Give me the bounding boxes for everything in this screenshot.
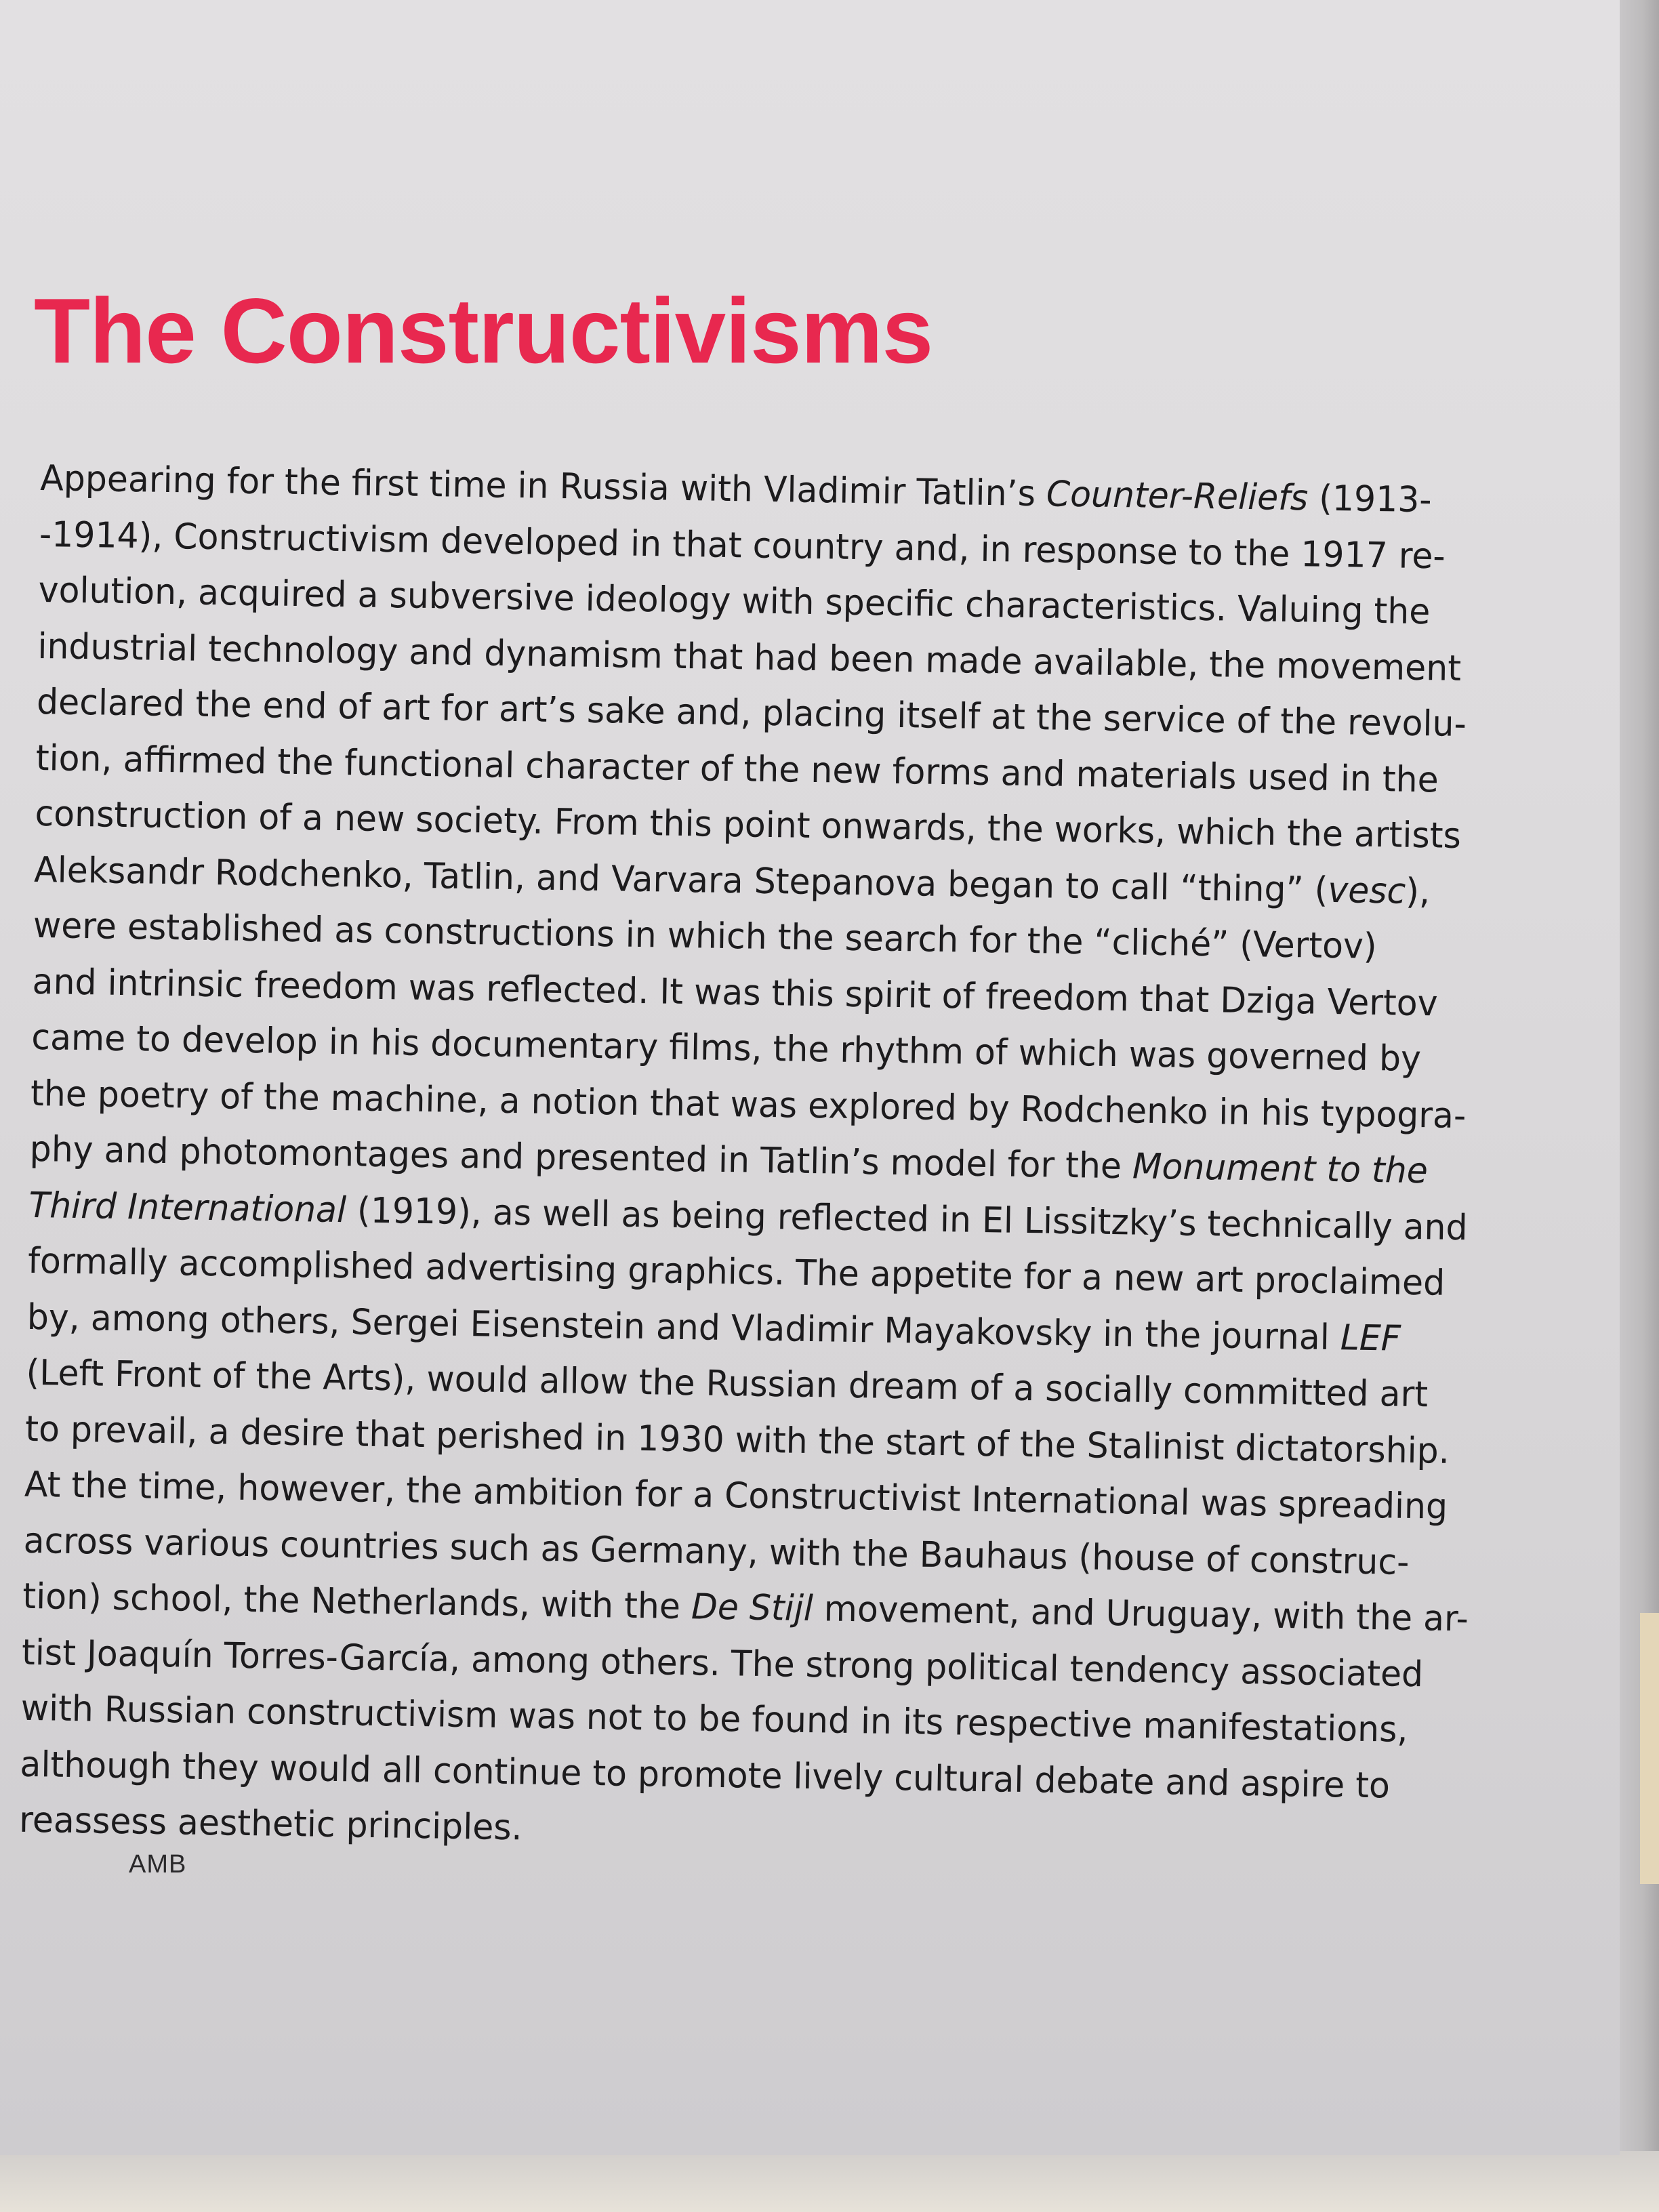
italic-text: Monument to the: [1132, 1146, 1429, 1192]
italic-text: Third International: [28, 1185, 347, 1231]
italic-text: Counter-Reliefs: [1046, 474, 1309, 519]
body-text-segment: volution, acquired a subversive ideology with specific characteristics. Valuing the: [38, 569, 1431, 633]
body-text-segment: construction of a new society. From this point onwards, the works, which the artists: [35, 793, 1462, 857]
body-text-segment: (Left Front of the Arts), would allow the Russian dream of a socially committed art: [26, 1352, 1429, 1416]
body-text-segment: (1913-: [1307, 478, 1432, 521]
body-text-segment: the poetry of the machine, a notion that was explored by Rodchenko in his typogra-: [30, 1073, 1467, 1136]
panel-body-text: [19, 451, 1640, 1873]
body-text-segment: to prevail, a desire that perished in 1930 with the start of the Stalinist dictatorship.: [24, 1408, 1450, 1472]
body-text-segment: movement, and Uruguay, with the ar-: [813, 1589, 1469, 1640]
body-text-segment: tist Joaquín Torres-García, among others. The strong political tendency associated: [21, 1632, 1424, 1695]
wall-edge-highlight: [1640, 1613, 1659, 1884]
body-text-segment: by, among others, Sergei Eisenstein and Vladimir Mayakovsky in the journal: [26, 1296, 1341, 1358]
body-text-segment: and intrinsic freedom was reflected. It was this spirit of freedom that Dziga Vertov: [32, 961, 1439, 1024]
body-text-segment: with Russian constructivism was not to be found in its respective manifestations,: [20, 1687, 1408, 1750]
body-text-segment: across various countries such as Germany, with the Bauhaus (house of construc-: [23, 1520, 1410, 1583]
body-text-segment: were established as constructions in which the search for the “cliché” (Vertov): [33, 905, 1378, 968]
panel-title: The Constructivisms: [34, 279, 933, 382]
italic-text: LEF: [1340, 1317, 1401, 1359]
body-text-segment: ),: [1405, 871, 1431, 912]
body-text-segment: reassess aesthetic principles.: [18, 1799, 523, 1849]
body-text-segment: declared the end of art for art’s sake and, placing itself at the service of the revolu-: [36, 681, 1467, 745]
body-text-segment: Appearing for the first time in Russia with Vladimir Tatlin’s: [39, 457, 1047, 515]
body-text-segment: -1914), Constructivism developed in that country and, in response to the 1917 re-: [39, 514, 1446, 577]
italic-text: vesc: [1327, 869, 1406, 912]
body-text-segment: tion) school, the Netherlands, with the: [22, 1576, 692, 1628]
body-text-segment: (1919), as well as being reflected in El Lissitzky’s technically and: [346, 1189, 1469, 1248]
italic-text: De Stijl: [691, 1586, 814, 1630]
body-text-segment: Aleksandr Rodchenko, Tatlin, and Varvara Stepanova began to call “thing” (: [33, 849, 1328, 911]
body-text-segment: came to develop in his documentary films, the rhythm of which was governed by: [30, 1017, 1422, 1080]
body-text-segment: tion, affirmed the functional character of the new forms and materials used in the: [35, 737, 1439, 800]
floor-strip: [0, 2151, 1659, 2212]
body-text-segment: although they would all continue to promote lively cultural debate and aspire to: [20, 1744, 1391, 1807]
author-credit: AMB: [129, 1850, 187, 1879]
body-text-segment: phy and photomontages and presented in Tatlin’s model for the: [29, 1128, 1133, 1187]
body-text-segment: formally accomplished advertising graphics. The appetite for a new art proclaimed: [27, 1240, 1446, 1304]
body-text-segment: industrial technology and dynamism that had been made available, the movement: [37, 626, 1462, 689]
body-text-segment: At the time, however, the ambition for a Constructivist International was spreading: [24, 1464, 1448, 1528]
